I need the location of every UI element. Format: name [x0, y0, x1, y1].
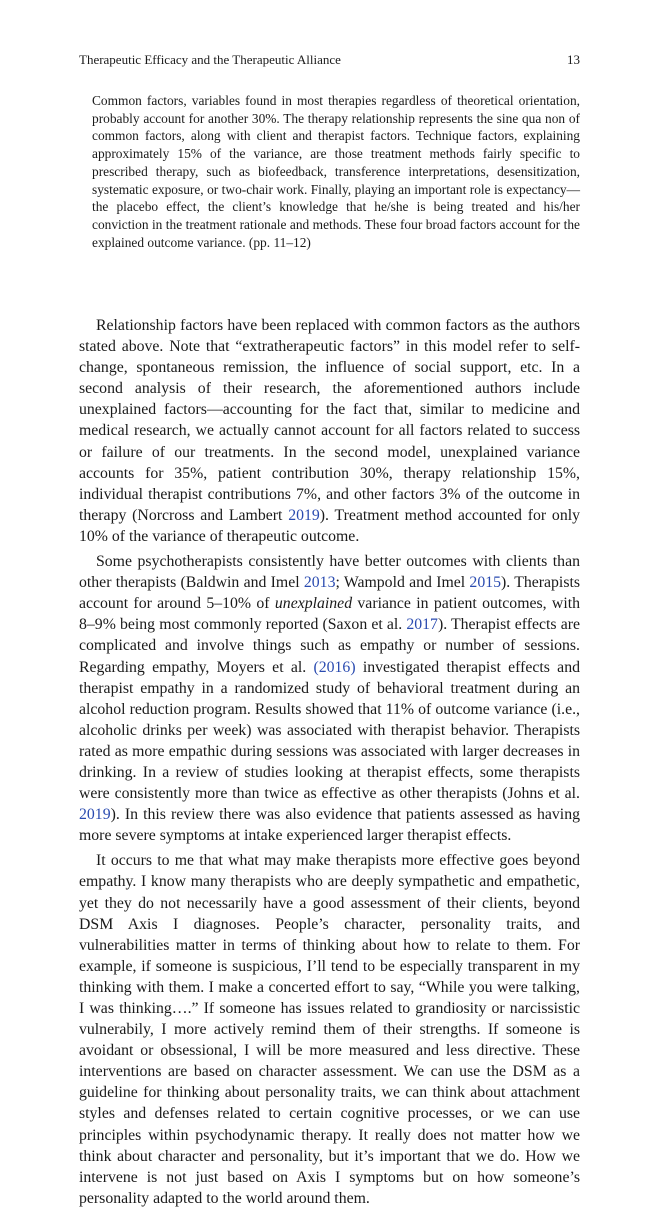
running-header: [79, 52, 580, 68]
paragraph-1-text-a: Relationship factors have been replaced with common factors as the authors stated above. Note that “extratherapeutic factors” in this model refer to self-change, spontaneous remission, the influence of social support, etc. In a second analysis of their research, the aforementioned authors include unexplained factors—accounting for the fact that, similar to medicine and medical research, we actually cannot account for all factors related to success or failure of our treatments. In the second model, unexplained variance accounts for 35%, patient contribution 30%, therapy relationship 15%, individual therapist contributions 7%, and other factors 3% of the outcome in therapy (Norcross and Lambert: [79, 317, 580, 524]
paragraph-2: [79, 551, 580, 846]
paragraph-2-text-f: investigated therapist effects and therapist empathy in a randomized study of behavioral treatment during an alcohol reduction program. Results showed that 11% of outcome variance (i.e., alcoholic drinks per week) was associated with therapist behavior. Therapists rated as more empathic during sessions was associated with larger decreases in drinking. In a review of studies looking at therapist effects, some therapists were consistently more than twice as effective as other therapists (Johns et al.: [79, 658, 580, 803]
block-quote: [92, 92, 580, 251]
paragraph-2-text-c: ). Therapists account for around 5–10% of: [79, 574, 581, 613]
paragraph-2-text-d: variance in patient outcomes, with 8–9% being most commonly reported (Saxon et al.: [79, 595, 581, 634]
citation-link[interactable]: (2016): [313, 658, 356, 676]
citation-link[interactable]: 2019: [288, 506, 320, 524]
body-text: [79, 315, 580, 1213]
paragraph-2-text-e: ). Therapist effects are complicated and involve things such as empathy or number of sessions. Regarding empathy, Moyers et al.: [79, 616, 580, 676]
paragraph-2-text-a: Some psychotherapists consistently have better outcomes with clients than other therapists (Baldwin and Imel: [79, 553, 580, 592]
paragraph-1: [79, 315, 580, 547]
paragraph-2-text-b: ; Wampold and Imel: [335, 574, 470, 592]
page-number: 13: [567, 52, 580, 67]
paragraph-3: It occurs to me that what may make therapists more effective goes beyond empathy. I know many therapists who are deeply sympathetic and empathetic, yet they do not necessarily have a good assessment of their clients, beyond DSM Axis I diagnoses. People’s character, personality traits, and vulnerabilities matter in terms of thinking about how to relate to them. For example, if someone is suspicious, I’ll tend to be especially transparent in my thinking with them. I make a concerted effort to say, “While you were talking, I was thinking….” If someone has issues related to grandiosity or narcissistic vulnerabily, I more actively remind them of their strengths. If someone is avoidant or obsessional, I will be more measured and less directive. These interventions are based on character assessment. We can use the DSM as a guideline for thinking about personality traits, we can think about attachment styles and defenses related to certain cognitive processes, or we can use principles within psychodynamic therapy. It really does not matter how we think about character and personality, but it’s important that we do. How we intervene is not just based on Axis I symptoms but on how someone’s personality adapted to the world around them.: [79, 852, 580, 1207]
emphasis-text: unexplained: [274, 595, 353, 613]
running-title: Therapeutic Efficacy and the Therapeutic Alliance: [79, 52, 341, 67]
citation-link[interactable]: 2015: [469, 574, 502, 592]
block-quote-text: Common factors, variables found in most therapies regardless of theoretical orientation, probably account for another 30%. The therapy relationship represents the sine qua non of common factors, along with client and therapist factors. Technique factors, explaining approximately 15% of the variance, are those treatment methods fairly specific to prescribed therapy, such as biofeedback, transference interpretations, desensitization, systematic exposure, or two-chair work. Finally, playing an important role is expectancy—the placebo effect, the client’s knowledge that he/she is being treated and his/her conviction in the treatment rationale and methods. These four broad factors account for the explained outcome variance. (pp. 11–12): [92, 93, 580, 250]
citation-link[interactable]: 2017: [406, 616, 438, 634]
citation-link[interactable]: 2013: [303, 574, 336, 592]
paragraph-2-text-g: ). In this review there was also evidence that patients assessed as having more severe symptoms at intake experienced larger therapist effects.: [79, 806, 580, 845]
citation-link[interactable]: 2019: [79, 806, 111, 824]
paragraph-1-text-b: ). Treatment method accounted for only 10% of the variance of therapeutic outcome.: [79, 506, 581, 545]
